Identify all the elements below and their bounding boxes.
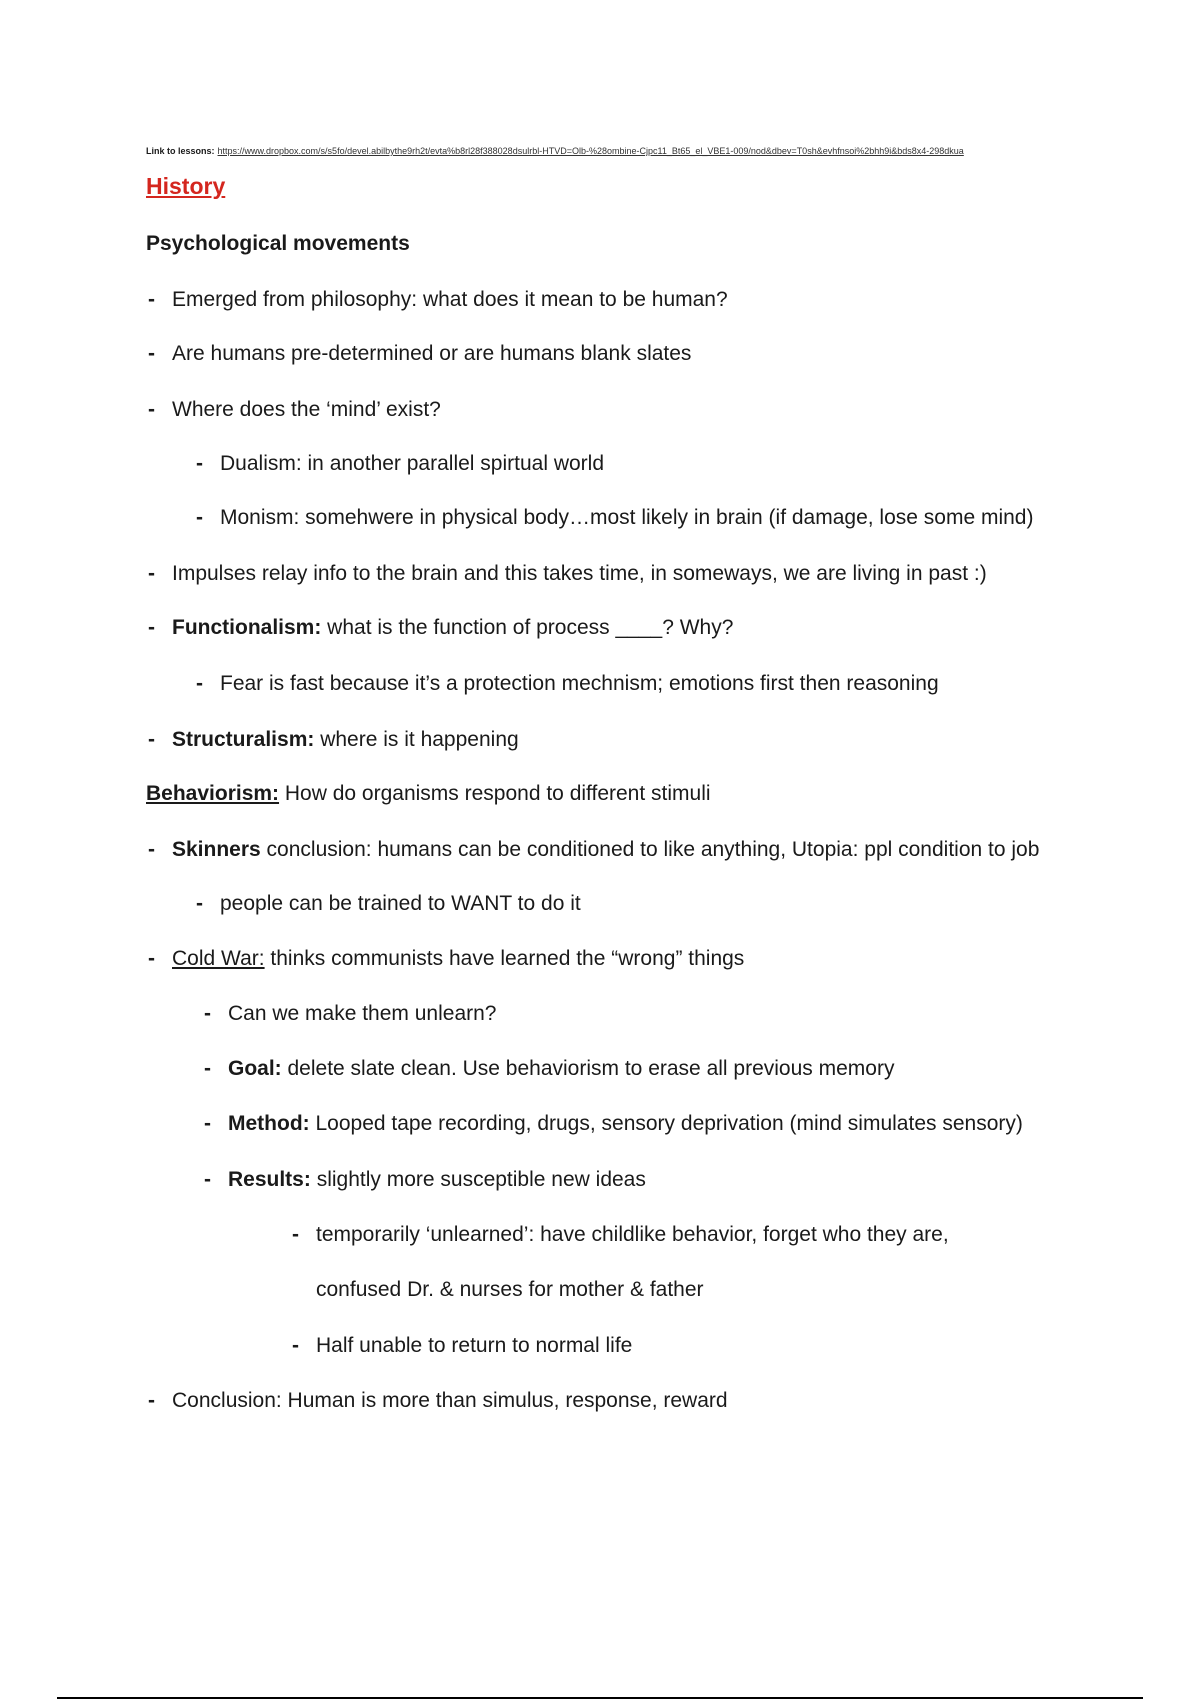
list-item-sub xyxy=(204,1110,1023,1138)
list-item xyxy=(148,286,728,314)
list-item-text: Fear is fast because it’s a protection mechnism; emotions first then reasoning xyxy=(220,672,939,695)
list-item xyxy=(148,945,745,973)
list-item-text: Can we make them unlearn? xyxy=(228,1002,497,1025)
list-item xyxy=(148,396,441,424)
term-results: Results: xyxy=(228,1168,311,1191)
list-item-subsub xyxy=(292,1221,949,1249)
section-heading-behaviorism xyxy=(146,780,711,808)
bullet-dash: - xyxy=(204,1057,211,1080)
lessons-link-line xyxy=(146,145,1021,157)
list-item xyxy=(148,614,734,642)
section-heading-psychological-movements: Psychological movements xyxy=(146,232,410,255)
bullet-dash: - xyxy=(148,562,155,585)
term-behaviorism: Behaviorism: xyxy=(146,782,280,805)
bullet-dash: - xyxy=(148,398,155,421)
list-item xyxy=(148,340,692,368)
list-item-text: Emerged from philosophy: what does it mean to be human? xyxy=(172,288,728,311)
list-item xyxy=(148,560,987,588)
list-item-text: where is it happening xyxy=(314,728,519,751)
bullet-dash: - xyxy=(148,342,155,365)
list-item-text: delete slate clean. Use behaviorism to erase all previous memory xyxy=(281,1057,895,1080)
list-item-sub xyxy=(196,504,1034,532)
list-item-text: Half unable to return to normal life xyxy=(316,1334,633,1357)
list-item-sub xyxy=(196,450,605,478)
lessons-link-url[interactable]: https://www.dropbox.com/s/s5fo/devel.abilbythe9rh2t/evta%b8rl28f388028dsulrbl-HTVD=Olb-%28ombine-Cjpc11_Bt65_el_VBE1-009/nod&dbev=T0sh&evhfnsoi%2bhh9i&bds8x4-298dkua xyxy=(217,146,964,156)
list-item-subsub xyxy=(292,1332,633,1360)
list-item-text: Conclusion: Human is more than simulus, response, reward xyxy=(172,1389,728,1412)
term-skinners: Skinners xyxy=(172,838,261,861)
bullet-dash: - xyxy=(148,838,155,861)
lessons-link-label: Link to lessons: xyxy=(146,146,215,156)
term-method: Method: xyxy=(228,1112,310,1135)
list-item-sub xyxy=(204,1166,646,1194)
bullet-dash: - xyxy=(148,728,155,751)
bullet-dash: - xyxy=(292,1223,299,1246)
bullet-dash: - xyxy=(148,288,155,311)
term-functionalism: Functionalism: xyxy=(172,616,322,639)
list-item-text: Monism: somehwere in physical body…most likely in brain (if damage, lose some mind) xyxy=(220,506,1034,529)
bullet-dash: - xyxy=(196,672,203,695)
bullet-dash: - xyxy=(204,1002,211,1025)
list-item-text: people can be trained to WANT to do it xyxy=(220,892,581,915)
list-item-text: Are humans pre-determined or are humans blank slates xyxy=(172,342,692,365)
bullet-dash: - xyxy=(204,1112,211,1135)
list-item-text: what is the function of process ____? Why? xyxy=(321,616,734,639)
bullet-dash: - xyxy=(148,947,155,970)
list-item-text: temporarily ‘unlearned’: have childlike behavior, forget who they are, xyxy=(316,1223,949,1246)
bullet-dash: - xyxy=(148,1389,155,1412)
list-item-sub xyxy=(204,1055,895,1083)
list-item-text: slightly more susceptible new ideas xyxy=(310,1168,646,1191)
term-cold-war: Cold War: xyxy=(172,947,265,970)
list-item-text: conclusion: humans can be conditioned to like anything, Utopia: ppl condition to job xyxy=(260,838,1040,861)
term-structuralism: Structuralism: xyxy=(172,728,315,751)
bottom-divider xyxy=(57,1697,1143,1699)
list-item xyxy=(148,836,1040,864)
list-item-sub xyxy=(204,1000,497,1028)
list-item-text: Where does the ‘mind’ exist? xyxy=(172,398,441,421)
list-item-text: Dualism: in another parallel spirtual world xyxy=(220,452,605,475)
list-item-text: Impulses relay info to the brain and this takes time, in someways, we are living in past :) xyxy=(172,562,987,585)
list-item-continuation: confused Dr. & nurses for mother & father xyxy=(316,1278,704,1301)
bullet-dash: - xyxy=(292,1334,299,1357)
document-title: History xyxy=(146,173,226,199)
bullet-dash: - xyxy=(196,892,203,915)
bullet-dash: - xyxy=(196,506,203,529)
list-item-text: Looped tape recording, drugs, sensory deprivation (mind simulates sensory) xyxy=(309,1112,1023,1135)
list-item-text: thinks communists have learned the “wrong” things xyxy=(264,947,745,970)
bullet-dash: - xyxy=(196,452,203,475)
section-heading-text: How do organisms respond to different stimuli xyxy=(279,782,711,805)
list-item-sub xyxy=(196,890,581,918)
term-goal: Goal: xyxy=(228,1057,282,1080)
list-item-sub xyxy=(196,670,939,698)
bullet-dash: - xyxy=(148,616,155,639)
list-item xyxy=(148,1387,728,1415)
list-item xyxy=(148,726,519,754)
bullet-dash: - xyxy=(204,1168,211,1191)
